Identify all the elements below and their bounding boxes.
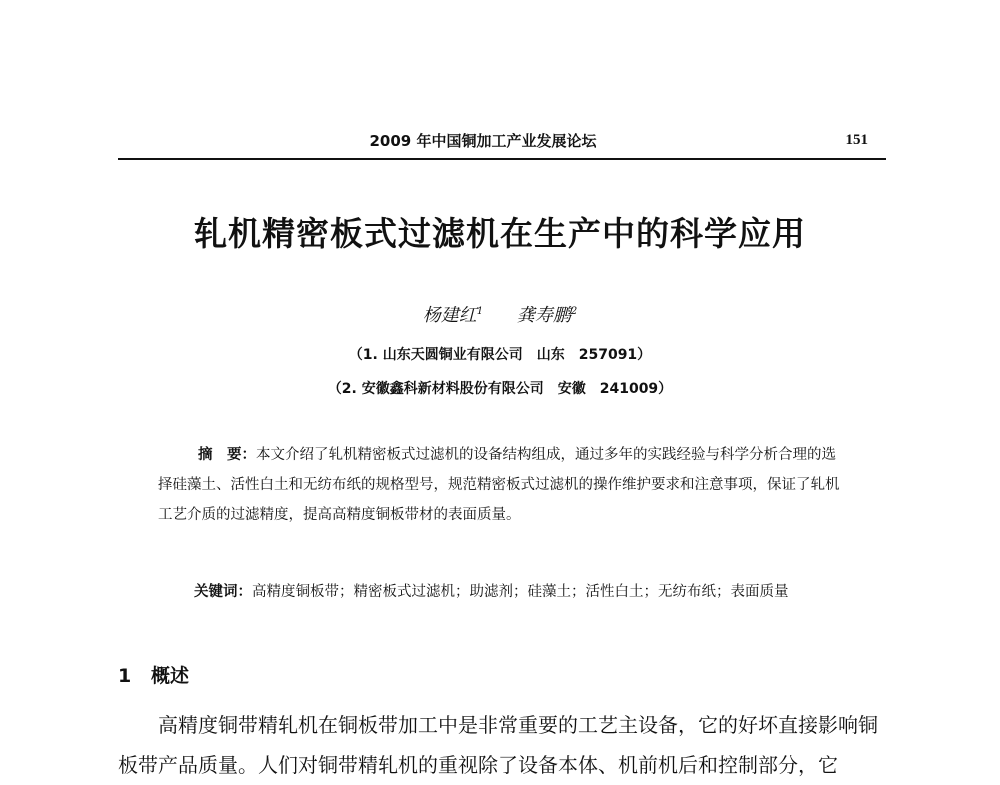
author [423, 301, 483, 327]
abstract-label: 摘 要： [198, 447, 256, 463]
journal-title: 2009 年中国铜加工产业发展论坛 [369, 132, 597, 150]
abstract-text: 本文介绍了轧机精密板式过滤机的设备结构组成，通过多年的实践经验与科学分析合理的选择硅藻土、活性白土和无纺布纸的规格型号，规范精密板式过滤机的操作维护要求和注意事项，保证了轧机工艺介质的过滤精度，提高高精度铜板带材的表面质量。 [158, 447, 840, 523]
affiliation-mark: 2 [570, 306, 578, 317]
page-number: 151 [845, 132, 868, 148]
keywords-text: 高精度铜板带；精密板式过滤机；助滤剂；硅藻土；活性白土；无纺布纸；表面质量 [252, 584, 789, 600]
affiliation-1: （1. 山东天圆铜业有限公司 山东 257091） [348, 347, 652, 363]
author-list [0, 301, 1000, 327]
section-paragraph: 高精度铜带精轧机在铜板带加工中是非常重要的工艺主设备，它的好坏直接影响铜板带产品质量。人们对铜带精轧机的重视除了设备本体、机前机后和控制部分，它 [118, 713, 878, 777]
paper-title: 轧机精密板式过滤机在生产中的科学应用 [194, 214, 806, 253]
author [517, 301, 577, 327]
keywords [158, 577, 846, 607]
author-name: 杨建红 [422, 305, 477, 326]
running-header [118, 128, 886, 160]
section-title: 概述 [151, 665, 190, 687]
affiliation-2: （2. 安徽鑫科新材料股份有限公司 安徽 241009） [327, 381, 673, 397]
section-heading [118, 661, 189, 688]
affiliation-mark: 1 [476, 306, 484, 317]
abstract [158, 440, 846, 530]
section-number: 1 [118, 665, 132, 687]
author-name: 龚寿鹏 [516, 305, 571, 326]
keywords-label: 关键词： [194, 584, 252, 600]
